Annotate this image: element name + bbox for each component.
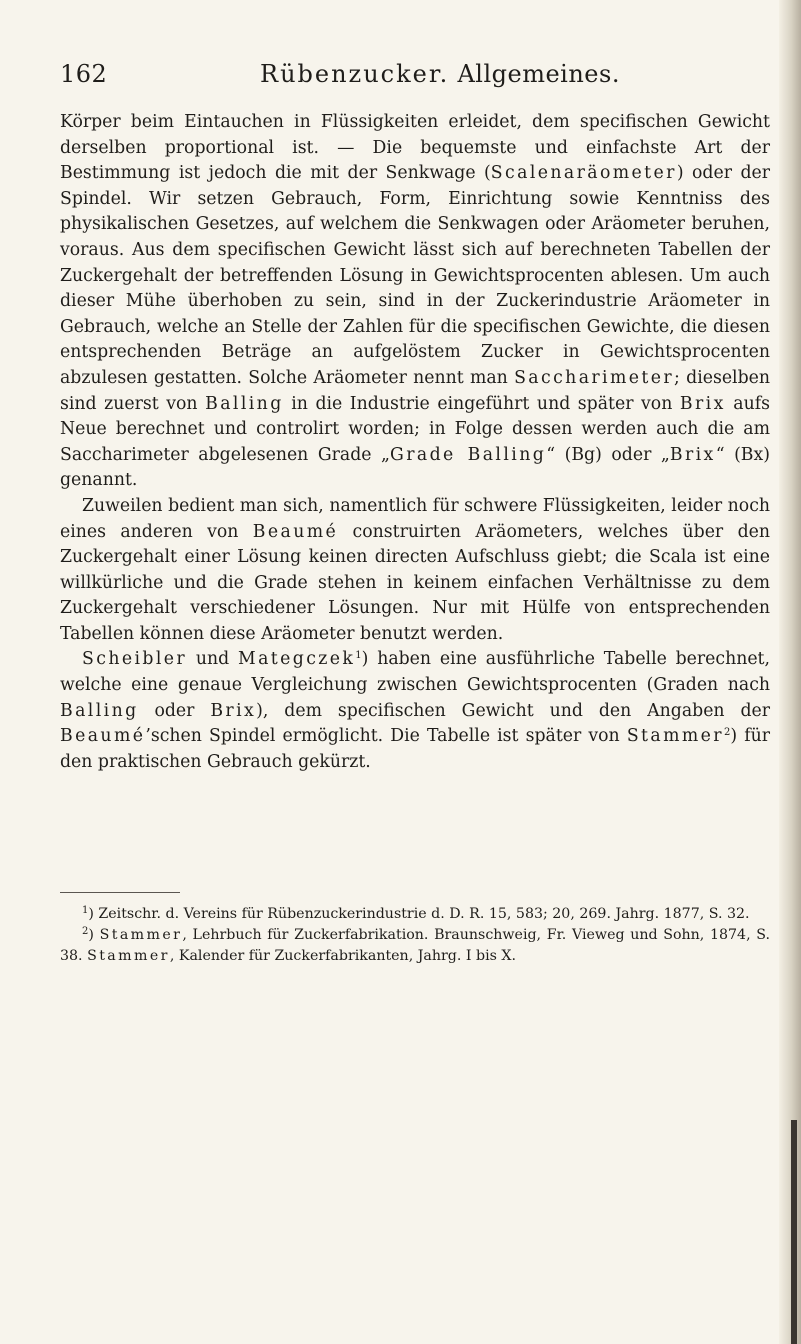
- term-balling-2: Balling: [60, 700, 139, 721]
- paragraph-1: Körper beim Eintauchen in Flüssigkeiten erleidet, dem specifischen Gewicht derselben proportional ist. — Die bequemste und einfachste Art der Bestimmung ist jedoch die mit der Senkwage (Scalenaräometer) oder der Spindel. Wir setzen Gebrauch, Form, Einrichtung sowie Kenntniss des physikalischen Gesetzes, auf welchem die Senkwagen oder Aräometer beruhen, voraus. Aus dem specifischen Gewicht lässt sich auf berechneten Tabellen der Zuckergehalt der betreffenden Lösung in Gewichtsprocenten ablesen. Um auch dieser Mühe überhoben zu sein, sind in der Zuckerindustrie Aräometer in Gebrauch, welche an Stelle der Zahlen für die specifischen Gewichte, die diesen entsprechenden Beträge an aufgelöstem Zucker in Gewichtsprocenten abzulesen gestatten. Solche Aräometer nennt man Saccharimeter; dieselben sind zuerst von Balling in die Industrie eingeführt und später von Brix aufs Neue berechnet und controlirt worden; in Folge dessen werden auch die am Saccharimeter abgelesenen Grade „Grade Balling“ (Bg) oder „Brix“ (Bx) genannt.: [60, 112, 770, 491]
- paragraph-3: Scheibler und Mategczek$^1$) haben eine ausführliche Tabelle berechnet, welche eine genaue Vergleichung zwischen Gewichtsprocenten (Graden nach Balling oder Brix), dem specifischen Gewicht und den Angaben der Beaumé’schen Spindel ermöglicht. Die Tabelle ist später von Stammer$^2$) für den praktischen Gebrauch gekürzt.: [60, 649, 770, 772]
- term-grade-balling: Grade Balling: [390, 444, 547, 465]
- page-header: [60, 56, 770, 96]
- footnote-mark-1: 1: [82, 905, 89, 916]
- footnote-ref-1[interactable]: 1: [355, 650, 362, 662]
- term-beaume-2: Beaumé: [60, 726, 146, 747]
- main-text: [60, 110, 770, 775]
- term-mategczek: Mategczek: [237, 649, 356, 670]
- term-brix-3: Brix: [210, 700, 257, 721]
- footnote-mark-2: 2: [82, 926, 89, 937]
- footnote-1: $^1$) Zeitschr. d. Vereins für Rübenzuckerindustrie d. D. R. 15, 583; 20, 269. Jahrg. 1877, S. 32.: [82, 905, 750, 922]
- page-edge-shadow: [779, 0, 801, 1344]
- term-stammer: Stammer: [626, 726, 724, 747]
- term-beaume: Beaumé: [252, 521, 339, 542]
- running-head-title: Rübenzucker.: [260, 60, 450, 88]
- paragraph-2: Zuweilen bedient man sich, namentlich für schwere Flüssigkeiten, leider noch eines anderen von Beaumé construirten Aräometers, welches über den Zuckergehalt einer Lösung keinen directen Aufschluss giebt; die Scala ist eine willkürliche und die Grade stehen in keinem einfachen Verhältnisse zu dem Zuckergehalt verschiedener Lösungen. Nur mit Hülfe von entsprechenden Tabellen können diese Aräometer benutzt werden.: [60, 495, 770, 644]
- term-saccharimeter: Saccharimeter: [514, 367, 675, 388]
- term-scalenaraeometer: Scalenaräometer: [490, 163, 677, 184]
- term-brix: Brix: [679, 393, 726, 414]
- binding-shadow: [791, 1120, 797, 1344]
- footnote-divider: [60, 892, 180, 893]
- term-scheibler: Scheibler: [82, 649, 188, 670]
- footnote-2: $^2$) Stammer, Lehrbuch für Zuckerfabrikation. Braunschweig, Fr. Vieweg und Sohn, 1874, S. 38. Stammer, Kalender für Zuckerfabrikanten, Jahrg. I bis X.: [60, 926, 770, 964]
- footnotes: [60, 904, 770, 967]
- fn-term-stammer-1: Stammer: [99, 927, 183, 943]
- term-balling: Balling: [205, 393, 284, 414]
- running-head-subtitle: Allgemeines.: [457, 60, 620, 88]
- page-number: 162: [60, 60, 108, 88]
- footnote-ref-2[interactable]: 2: [723, 727, 731, 739]
- running-head: [260, 60, 620, 88]
- term-brix-2: Brix: [669, 444, 716, 465]
- fn-term-stammer-2: Stammer: [87, 948, 170, 964]
